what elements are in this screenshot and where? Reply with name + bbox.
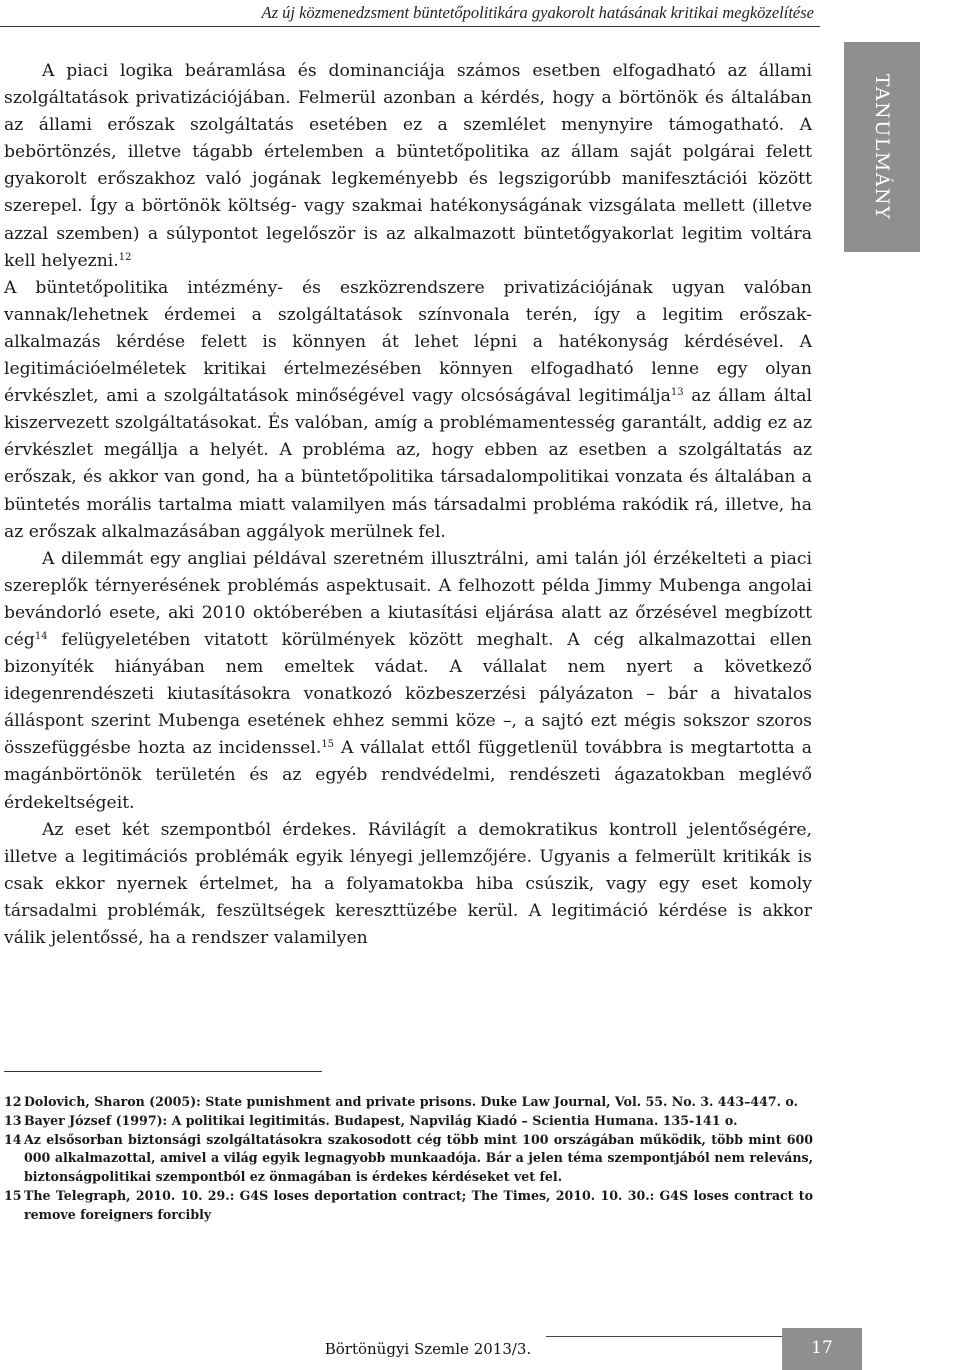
footnote-ref-12[interactable]: 12 [118, 251, 132, 263]
paragraph-2-part-2: felügyeletében vitatott körülmények között meghalt. A cég alkalmazottai ellen bizonyíték hiányában nem emeltek vádat. A vállalat nem nyert a következő idegenrendészeti kiutasításokra vonatkozó közbeszerzési pályázaton – bár a hivatalos álláspont szerint Mubenga esetének ehhez semmi köze –, a sajtó ezt mégis sokszor szoros összefüggésbe hozta az incidenssel. [4, 629, 812, 759]
paragraph-1-part-2: A büntetőpolitika intézmény- és eszközrendszere privatizációjának ugyan valóban vannak/lehetnek érdemei a szolgáltatások színvonala terén, így a legitim erőszak-alkalmazás kérdése felett is könnyen át lehet lépni a hatékonyság kérdésével. A legitimációelméletek kritikai értelmezésében könnyen elfogadható lenne egy olyan érvkészlet, ami a szolgáltatások minőségével vagy olcsóságával legitimálja [4, 277, 812, 407]
footnote-text: Bayer József (1997): A politikai legitimitás. Budapest, Napvilág Kiadó – Scientia Humana. 135-141 o. [24, 1112, 738, 1128]
section-side-tab-label: TANULMÁNY [871, 73, 893, 221]
footnote-ref-14[interactable]: 14 [34, 630, 48, 642]
running-head-rule [0, 26, 820, 27]
footnote-separator [4, 1071, 322, 1072]
paragraph-2 [4, 546, 812, 817]
paragraph-3 [4, 817, 812, 952]
section-side-tab [844, 42, 920, 252]
footnotes [4, 1093, 813, 1225]
footer-journal-title: Börtönügyi Szemle 2013/3. [324, 1340, 532, 1358]
footnote-number: 15 [4, 1187, 22, 1203]
paragraph-2-part-3: A vállalat ettől függetlenül továbbra is megtartotta a magánbörtönök területén és az egyéb rendvédelmi, rendészeti ágazatokban meglévő érdekeltségeit. [4, 738, 812, 813]
footnote-15 [4, 1187, 813, 1225]
page-number-box [782, 1328, 862, 1370]
footnote-13 [4, 1112, 813, 1131]
paragraph-2-part-1: A dilemmát egy angliai példával szeretném illusztrálni, ami talán jól érzékelteti a piaci szereplők térnyerésének problémás aspektusait. A felhozott példa Jimmy Mubenga angolai bevándorló esete, aki 2010 októberében a kiutasítási eljárása alatt az őrzésével megbízott cég [4, 548, 812, 650]
footnote-ref-13[interactable]: 13 [670, 387, 684, 399]
footer-rule [546, 1336, 782, 1337]
paragraph-1 [4, 58, 812, 546]
footnote-text: The Telegraph, 2010. 10. 29.: G4S loses deportation contract; The Times, 2010. 10. 30.: G4S loses contract to remove foreigners forcibly [24, 1187, 813, 1222]
footnote-number: 13 [4, 1112, 22, 1128]
paragraph-3-part-1: Az eset két szempontból érdekes. Rávilágít a demokratikus kontroll jelentőségére, illetve a legitimációs problémák egyik lényegi jellemzőjére. Ugyanis a felmerült kritikák is csak ekkor nyernek értelmet, ha a folyamatokba hiba csúszik, vagy egy eset komoly társadalmi problémák, feszültségek kereszttüzébe kerül. A legitimáció kérdése is akkor válik jelentőssé, ha a rendszer valamilyen [4, 819, 812, 948]
paragraph-1-part-1: A piaci logika beáramlása és dominanciája számos esetben elfogadható az állami szolgáltatások privatizációjában. Felmerül azonban a kérdés, hogy a börtönök és általában az állami erőszak szolgáltatás esetében ez a szemlélet menynyire támogatható. A bebörtönzés, illetve tágabb értelemben a büntetőpolitika az állam saját polgárai felett gyakorolt erőszakhoz való jogának legkeményebb és legszigorúbb manifesztációi között szerepel. Így a börtönök költség- vagy szakmai hatékonyságának vizsgálata mellett (illetve azzal szemben) a súlypontot legelőször is az alkalmazott büntetőgyakorlat legitim voltára kell helyezni. [4, 61, 812, 271]
footnote-12 [4, 1093, 813, 1112]
footnote-ref-15[interactable]: 15 [321, 739, 335, 751]
page-number: 17 [811, 1338, 833, 1358]
footnote-number: 12 [4, 1094, 22, 1109]
footnote-number: 14 [4, 1131, 22, 1147]
article-body [4, 58, 812, 952]
paragraph-1-part-3: az állam által kiszervezett szolgáltatásokat. És valóban, amíg a problémamentesség garantált, addig ez az érvkészlet megállja a helyét. A probléma az, hogy ebben az esetben a szolgáltatás az erőszak, és akkor van gond, ha a büntetőpolitika társadalompolitikai vonzata és általában a büntetés morális tartalma miatt valamilyen más társadalmi probléma rakódik rá, illetve, ha az erőszak alkalmazásában aggályok merülnek fel. [4, 386, 812, 542]
footnote-text: Az elsősorban biztonsági szolgáltatásokra szakosodott cég több mint 100 országában működik, több mint 600 000 alkalmazottal, amivel a világ egyik legnagyobb munkaadója. Bár a jelen téma szempontjából nem releváns, biztonságpolitikai szempontból ez önmagában is érdekes kérdéseket vet fel. [24, 1131, 813, 1185]
footnote-14 [4, 1131, 813, 1187]
running-head [0, 0, 960, 26]
running-head-title: Az új közmenedzsment büntetőpolitikára gyakorolt hatásának kritikai megközelítése [261, 3, 814, 22]
footnote-text: Dolovich, Sharon (2005): State punishment and private prisons. Duke Law Journal, Vol. 55. No. 3. 443–447. o. [24, 1094, 798, 1109]
